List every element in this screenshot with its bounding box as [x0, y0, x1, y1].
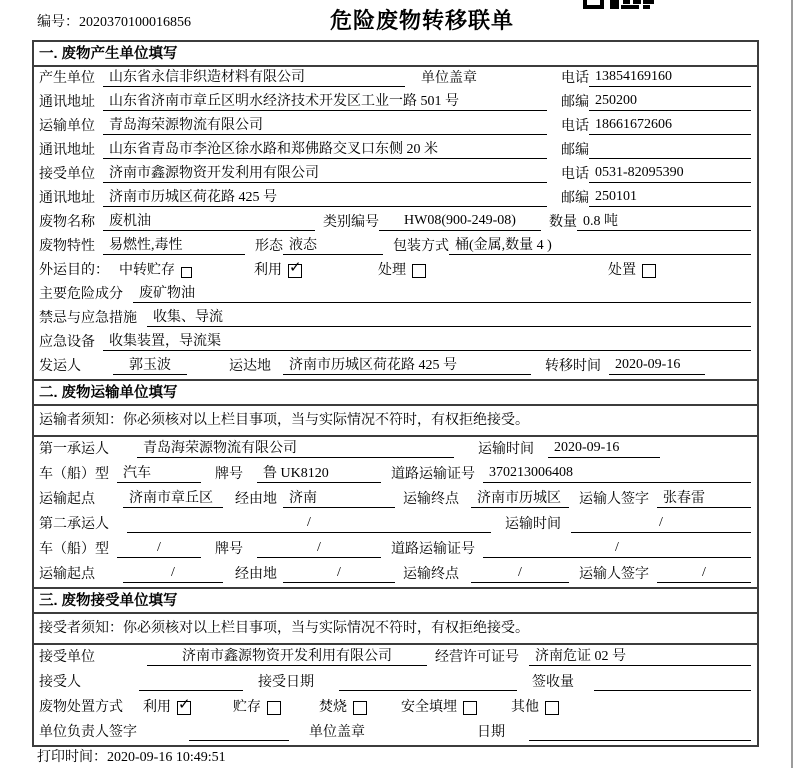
doc-number [37, 11, 191, 31]
transporter-zip-label: 邮编 [561, 143, 589, 158]
plate2-label: 牌号 [215, 542, 243, 557]
doc-number-value: 2020370100016856 [79, 15, 191, 30]
quantity-value: 0.8 吨 [577, 210, 751, 231]
via2-value: / [283, 565, 395, 583]
shipper-label: 发运人 [39, 359, 81, 374]
producer-zip-label: 邮编 [561, 95, 589, 110]
row-responsible-sign [34, 720, 757, 745]
checkbox-dispose [642, 264, 656, 278]
check-icon: ✓ [289, 258, 302, 276]
receiver-unit-value: 济南市鑫源物资开发利用有限公司 [103, 162, 547, 183]
row-receiver-unit [34, 163, 757, 187]
row-disposal-method [34, 695, 757, 720]
row-receive-unit [34, 645, 757, 670]
row-transporter-address [34, 139, 757, 163]
emergency-equipment-value: 收集装置，导流渠 [103, 330, 751, 351]
producer-unit-value: 山东省永信非织造材料有限公司 [103, 66, 405, 87]
via-label: 经由地 [235, 492, 277, 507]
checkbox-incinerate [353, 701, 367, 715]
row-receiver-address [34, 187, 757, 211]
producer-phone-label: 电话 [561, 71, 589, 86]
form-value: 液态 [283, 234, 383, 255]
row-receiver-person [34, 670, 757, 695]
second-carrier-value: / [127, 515, 491, 533]
carrier-sign2-value: / [657, 565, 751, 583]
carrier-sign-label: 运输人签字 [579, 492, 649, 507]
row-producer-unit [34, 67, 757, 91]
section-transporter [34, 379, 757, 587]
second-carrier-label: 第二承运人 [39, 517, 109, 532]
row-emergency-measures [34, 307, 757, 331]
row-second-carrier [34, 512, 757, 537]
route2-start-value: / [123, 565, 223, 583]
shipper-value: 郭玉波 [113, 354, 187, 375]
receiver-address-value: 济南市历城区荷花路 425 号 [103, 186, 547, 207]
route2-end-value: / [471, 565, 569, 583]
receiver-zip-value: 250101 [589, 189, 751, 207]
plate2-value: / [257, 540, 381, 558]
vehicle-type-value: 汽车 [117, 462, 201, 483]
date-value [529, 723, 751, 741]
destination-value: 济南市历城区荷花路 425 号 [283, 354, 531, 375]
option-landfill-label: 安全填埋 [401, 700, 457, 715]
receiver-unit-label: 接受单位 [39, 167, 95, 182]
row-shipper [34, 355, 757, 379]
unit-seal2-label: 单位盖章 [309, 725, 365, 740]
responsible-sign-value [189, 723, 289, 741]
row-transporter-unit [34, 115, 757, 139]
receiver-address-label: 通讯地址 [39, 191, 95, 206]
row-first-carrier [34, 437, 757, 462]
print-time-label: 打印时间： [37, 750, 107, 765]
checkbox-landfill [463, 701, 477, 715]
road-permit2-label: 道路运输证号 [391, 542, 475, 557]
row-route-2 [34, 562, 757, 587]
producer-address-label: 通讯地址 [39, 95, 95, 110]
doc-number-label: 编号： [37, 15, 79, 30]
route2-end-label: 运输终点 [403, 567, 459, 582]
via-value: 济南 [283, 487, 395, 508]
receiver-phone-value: 0531-82095390 [589, 165, 751, 183]
right-edge-line [791, 0, 793, 768]
row-emergency-equipment [34, 331, 757, 355]
option-recycle-label: 利用 [143, 700, 171, 715]
option-other-label: 其他 [511, 700, 539, 715]
producer-unit-label: 产生单位 [39, 71, 95, 86]
transporter-address-label: 通讯地址 [39, 143, 95, 158]
receiver-person-value [139, 673, 243, 691]
producer-address-value: 山东省济南市章丘区明水经济技术开发区工业一路 501 号 [103, 90, 547, 111]
route-start-value: 济南市章丘区 [123, 487, 223, 508]
receive-unit-value: 济南市鑫源物资开发利用有限公司 [147, 645, 427, 666]
manifest-form [32, 40, 759, 747]
plate-value: 鲁 UK8120 [257, 462, 381, 483]
section3-header: 三. 废物接受单位填写 [34, 587, 757, 614]
row-main-hazard [34, 283, 757, 307]
main-hazard-label: 主要危险成分 [39, 287, 123, 302]
first-carrier-label: 第一承运人 [39, 442, 109, 457]
transport-time2-label: 运输时间 [505, 517, 561, 532]
disposal-method-label: 废物处置方式 [39, 700, 123, 715]
via2-label: 经由地 [235, 567, 277, 582]
waste-properties-value: 易燃性,毒性 [103, 234, 245, 255]
waste-properties-label: 废物特性 [39, 239, 95, 254]
transfer-time-label: 转移时间 [545, 359, 601, 374]
row-waste-name [34, 211, 757, 235]
transporter-phone-value: 18661672606 [589, 117, 751, 135]
transport-time-value: 2020-09-16 [548, 440, 660, 458]
quantity-label: 数量 [549, 215, 577, 230]
row-vehicle-1 [34, 462, 757, 487]
option-storage-label: 贮存 [233, 700, 261, 715]
road-permit-value: 370213006408 [483, 465, 751, 483]
transporter-unit-label: 运输单位 [39, 119, 95, 134]
receive-date-label: 接受日期 [258, 675, 314, 690]
row-route-1 [34, 487, 757, 512]
route2-start-label: 运输起点 [39, 567, 95, 582]
transporter-notice: 运输者须知：你必须核对以上栏目事项，当与实际情况不符时，有权拒绝接受。 [34, 406, 757, 437]
page-title: 危险废物转移联单 [330, 8, 515, 33]
receive-date-value [339, 673, 517, 691]
option-dispose-label: 处置 [608, 263, 636, 278]
route-end-label: 运输终点 [403, 492, 459, 507]
vehicle-type2-value: / [117, 540, 201, 558]
transporter-phone-label: 电话 [561, 119, 589, 134]
signed-quantity-value [594, 673, 751, 691]
checkbox-utilize [288, 258, 302, 278]
transporter-address-value: 山东省青岛市李沧区徐水路和郑佛路交叉口东侧 20 米 [103, 138, 547, 159]
producer-zip-value: 250200 [589, 93, 751, 111]
responsible-sign-label: 单位负责人签字 [39, 725, 137, 740]
transporter-unit-value: 青岛海荣源物流有限公司 [103, 114, 547, 135]
road-permit2-value: / [483, 540, 751, 558]
transport-time2-value: / [571, 515, 751, 533]
plate-label: 牌号 [215, 467, 243, 482]
option-incinerate-label: 焚烧 [319, 700, 347, 715]
carrier-sign-value: 张春雷 [657, 487, 751, 508]
waste-name-label: 废物名称 [39, 215, 95, 230]
emergency-equipment-label: 应急设备 [39, 335, 95, 350]
qr-code-fragment [583, 0, 655, 9]
transfer-purpose-label: 外运目的： [39, 263, 109, 278]
receiver-person-label: 接受人 [39, 675, 81, 690]
row-producer-address [34, 91, 757, 115]
license-label: 经营许可证号 [435, 650, 519, 665]
transport-time-label: 运输时间 [478, 442, 534, 457]
category-code-value: HW08(900-249-08) [379, 213, 541, 231]
check-icon: ✓ [178, 695, 191, 713]
carrier-sign2-label: 运输人签字 [579, 567, 649, 582]
road-permit-label: 道路运输证号 [391, 467, 475, 482]
print-time [37, 746, 226, 766]
section-receiver [34, 587, 757, 745]
category-code-label: 类别编号 [323, 215, 379, 230]
option-utilize-label: 利用 [254, 263, 282, 278]
transporter-zip-value [589, 141, 751, 159]
transfer-time-value: 2020-09-16 [609, 357, 705, 375]
unit-seal-label: 单位盖章 [421, 71, 477, 86]
emergency-measures-label: 禁忌与应急措施 [39, 311, 137, 326]
receiver-zip-label: 邮编 [561, 191, 589, 206]
receiver-phone-label: 电话 [561, 167, 589, 182]
packaging-label: 包装方式 [393, 239, 449, 254]
form-label: 形态 [255, 239, 283, 254]
emergency-measures-value: 收集、导流 [147, 306, 751, 327]
checkbox-treat [412, 264, 426, 278]
checkbox-storage [267, 701, 281, 715]
checkbox-recycle [177, 695, 191, 715]
main-hazard-value: 废矿物油 [133, 282, 751, 303]
receive-unit-label: 接受单位 [39, 650, 95, 665]
row-vehicle-2 [34, 537, 757, 562]
vehicle-type2-label: 车（船）型 [39, 542, 109, 557]
checkbox-transfer-storage [181, 267, 192, 278]
checkbox-other [545, 701, 559, 715]
route-start-label: 运输起点 [39, 492, 95, 507]
signed-quantity-label: 签收量 [532, 675, 574, 690]
section1-header: 一. 废物产生单位填写 [34, 42, 757, 67]
row-waste-properties [34, 235, 757, 259]
waste-name-value: 废机油 [103, 210, 315, 231]
section2-header: 二. 废物运输单位填写 [34, 379, 757, 406]
option-transfer-storage-label: 中转贮存 [119, 263, 175, 278]
route-end-value: 济南市历城区 [471, 487, 569, 508]
section-producer [34, 42, 757, 379]
print-time-value: 2020-09-16 10:49:51 [107, 750, 226, 765]
row-transfer-purpose [34, 259, 757, 283]
option-treat-label: 处理 [378, 263, 406, 278]
receiver-notice: 接受者须知：你必须核对以上栏目事项，当与实际情况不符时，有权拒绝接受。 [34, 614, 757, 645]
first-carrier-value: 青岛海荣源物流有限公司 [137, 437, 454, 458]
packaging-value: 桶(金属,数量 4 ) [449, 234, 751, 255]
license-value: 济南危证 02 号 [529, 645, 751, 666]
date-label: 日期 [477, 725, 505, 740]
destination-label: 运达地 [229, 359, 271, 374]
vehicle-type-label: 车（船）型 [39, 467, 109, 482]
producer-phone-value: 13854169160 [589, 69, 751, 87]
